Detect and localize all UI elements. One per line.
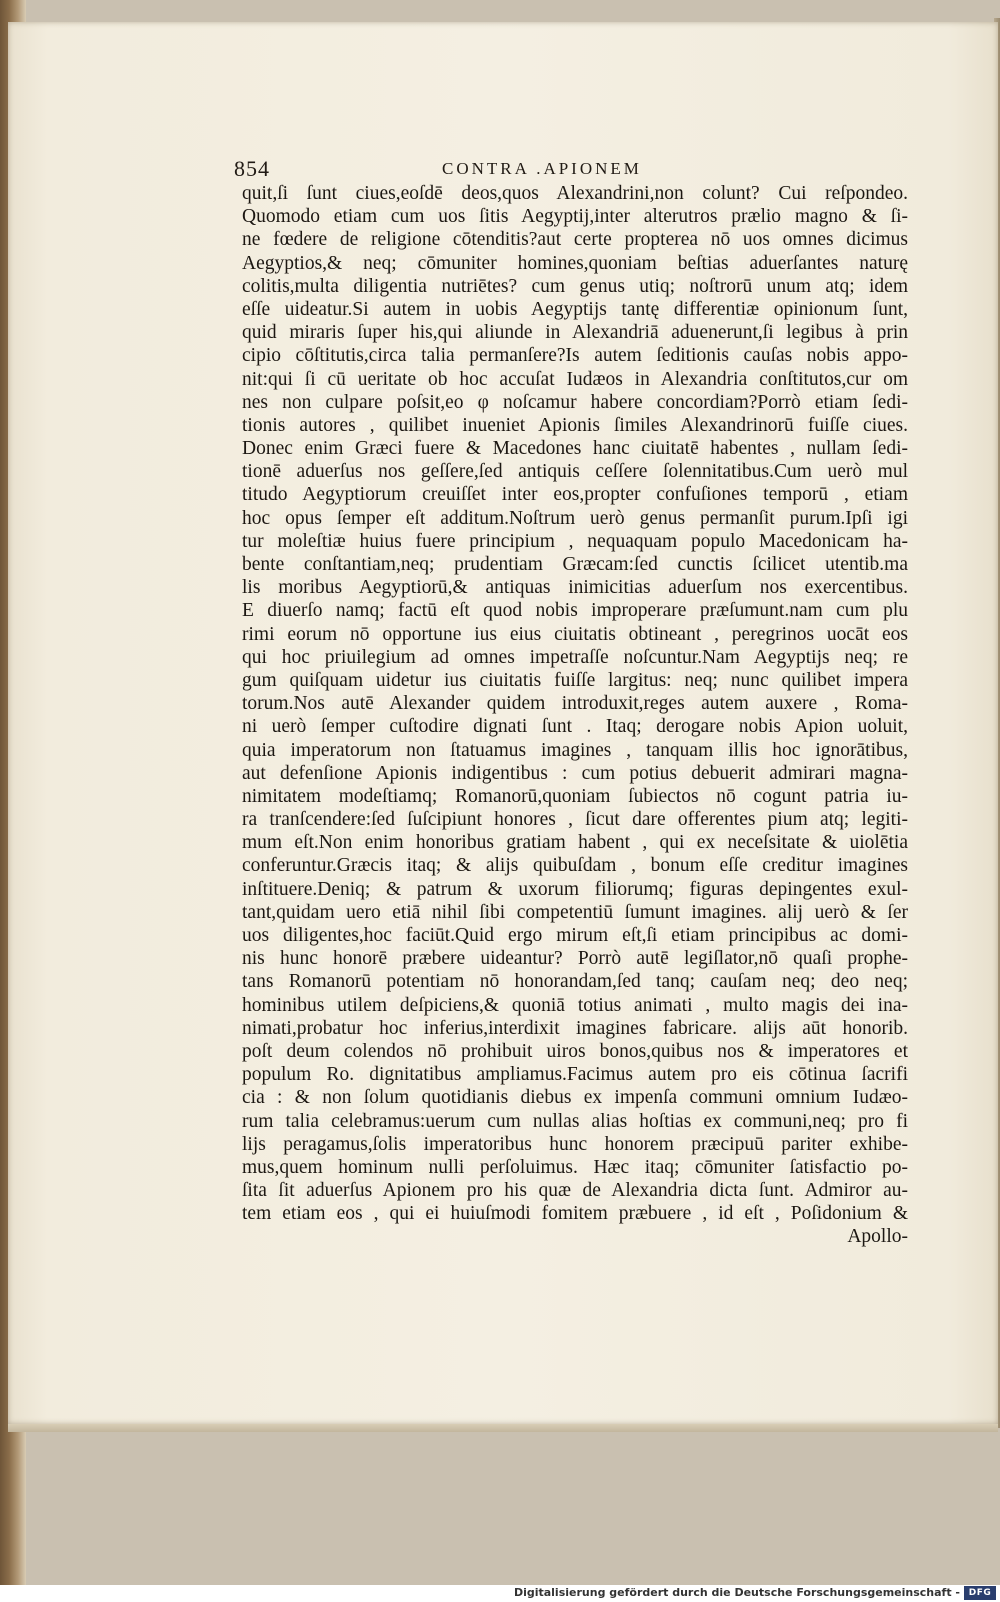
running-head: CONTRA .APIONEM: [442, 159, 642, 178]
text-line: titudo Aegyptiorum creuiſſet inter eos,propter confuſiones temporū , etiam: [242, 484, 908, 506]
text-line: Donec enim Græci fuere & Macedones hanc ciuitatē habentes , nullam ſedi-: [242, 438, 908, 460]
text-line: hoc opus ſemper eſt additum.Noſtrum uerò genus permanſit purum.Ipſi igi: [242, 507, 908, 529]
text-line: ni uerò ſemper cuſtodire dignati ſunt . Itaq; derogare nobis Apion uoluit,: [242, 716, 908, 738]
page-number: 854: [234, 156, 270, 181]
text-line: tionē aduerſus nos geſſere,ſed antiquis ceſſere ſolennitatibus.Cum uerò mul: [242, 461, 908, 483]
text-line: tionis autores , quilibet inueniet Apionis ſimiles Alexandrinorū fuiſſe ciues.: [242, 414, 908, 436]
text-line: inſtituere.Deniq; & patrum & uxorum filiorumq; figuras depingentes exul-: [242, 878, 908, 900]
text-line: quit,ſi ſunt ciues,eoſdē deos,quos Alexandrini,non colunt? Cui reſpondeo.: [242, 183, 908, 204]
text-line: rum talia celebramus:uerum cum nullas alias hoſtias ex communi,neq; pro fi: [242, 1110, 908, 1132]
text-line: tem etiam eos , qui ei huiuſmodi fomitem præbuere , id eſt , Poſidonium &: [242, 1203, 908, 1225]
text-line: populum Ro. dignitatibus ampliamus.Facimus autem pro eis cōtinua ſacrifi: [242, 1064, 908, 1086]
text-line: mum eſt.Non enim honoribus gratiam habent , qui ex neceſsitate & uiolētia: [242, 832, 908, 854]
text-line: hominibus utilem deſpiciens,& quoniā totius animati , multo magis dei ina-: [242, 994, 908, 1016]
text-line: cipio cōſtitutis,circa talia permanſere?Is autem ſeditionis cauſas nobis appo-: [242, 345, 908, 367]
text-line: mus,quem hominum nulli perſoluimus. Hæc itaq; cōmuniter ſatisfactio po-: [242, 1156, 908, 1178]
text-line: uos diligentes,hoc faciūt.Quid ergo mirum eſt,ſi etiam principibus ac domi-: [242, 925, 908, 946]
text-line: tur moleſtiæ huius fuere principium , nequaquam populo Macedonicam ha-: [242, 530, 908, 552]
text-line: E diuerſo namq; factū eſt quod nobis improperare præſumunt.nam cum plu: [242, 600, 908, 622]
text-line: colitis,multa diligentia nutriētes? cum genus utiq; noſtrorū unum atq; idem: [242, 275, 908, 297]
text-line: bente conſtantiam,neq; prudentiam Græcam:ſed cunctis ſcilicet utentib.ma: [242, 554, 908, 575]
text-line: nis hunc honorē præbere uideantur? Porrò autē legiſlator,nō quaſi prophe-: [242, 948, 908, 970]
text-line: nimati,probatur hoc inferius,interdixit imagines fabricare. alijs aūt honorib.: [242, 1017, 908, 1039]
catchword: Apollo-: [847, 1226, 908, 1248]
text-line: conferuntur.Græcis itaq; & alijs quibuſdam , bonum eſſe creditur imagines: [242, 855, 908, 877]
text-line: ſita ſit aduerſus Apionem pro his quæ de Alexandria dicta ſunt. Admiror au-: [242, 1180, 908, 1202]
text-line: nit:qui ſi cū ueritate ob hoc accuſat Iudæos in Alexandria conſtitutos,cur om: [242, 368, 908, 390]
text-line: lijs peragamus,ſolis imperatoribus hunc honorem præcipuū pariter exhibe-: [242, 1133, 908, 1155]
text-line: lis moribus Aegyptiorū,& antiquas inimicitias aduerſum nos exercentibus.: [242, 577, 908, 599]
text-line: gum quiſquam uidetur ius ciuitatis fuiſſe largitus: neq; nunc quilibet impera: [242, 669, 908, 691]
funding-credit: Digitalisierung gefördert durch die Deutsche Forschungsgemeinschaft -: [513, 1586, 960, 1599]
text-line: ra tranſcendere:ſed ſuſcipiunt honores , ſicut dare offerentes pium atq; legiti-: [242, 809, 908, 831]
text-line: poſt deum colendos nō prohibuit uiros bonos,quibus nos & imperatores et: [242, 1040, 908, 1062]
text-line: Quomodo etiam cum uos ſitis Aegyptij,inter alterutros prælio magno & ſi-: [242, 206, 908, 228]
text-line: ne fœdere de religione cōtenditis?aut certe propterea nō uos omnes dicimus: [242, 229, 908, 251]
text-line: cia : & non ſolum quotidianis diebus ex impenſa communi omnium Iudæo-: [242, 1087, 908, 1109]
text-line: aut defenſione Apionis indigentibus : cum potius debuerit admirari magna-: [242, 762, 908, 784]
page-header: [234, 156, 686, 184]
text-line: nimitatem modeſtiamq; Romanorū,quoniam ſubiectos nō cogunt patria iu-: [242, 785, 908, 807]
text-line: tant,quidam uero etiā nihil ſibi competentiū ſumunt imagines. alij uerò & ſer: [242, 901, 908, 923]
text-line: rimi eorum nō opportune ius eius ciuitatis obtineant , peregrinos uocāt eos: [242, 623, 908, 645]
body-text: [242, 182, 908, 1249]
text-line: Aegyptios,& neq; cōmuniter homines,quoniam beſtias aduerſantes naturę: [242, 252, 908, 274]
text-line: eſſe uideatur.Si autem in uobis Aegyptijs tantę differentiæ opinionum ſunt,: [242, 298, 908, 320]
page-bottom-edge: [8, 1424, 998, 1432]
text-line: quid miraris ſuper his,qui aliunde in Alexandriā aduenerunt,ſi legibus à prin: [242, 322, 908, 344]
dfg-logo: DFG: [964, 1586, 996, 1600]
text-line: quia imperatorum non ſtatuamus imagines , tanquam illis hoc ignorātibus,: [242, 739, 908, 761]
text-line: tans Romanorū potentiam nō honorandam,ſed tanq; cauſam neq; deo neq;: [242, 971, 908, 993]
text-line: nes non culpare poſsit,eo φ noſcamur habere concordiam?Porrò etiam ſedi-: [242, 391, 908, 413]
text-line: qui hoc priuilegium ad omnes impetraſſe noſcuntur.Nam Aegyptijs neq; re: [242, 646, 908, 668]
text-line: torum.Nos autē Alexander quidem introduxit,reges autem auxere , Roma-: [242, 693, 908, 715]
